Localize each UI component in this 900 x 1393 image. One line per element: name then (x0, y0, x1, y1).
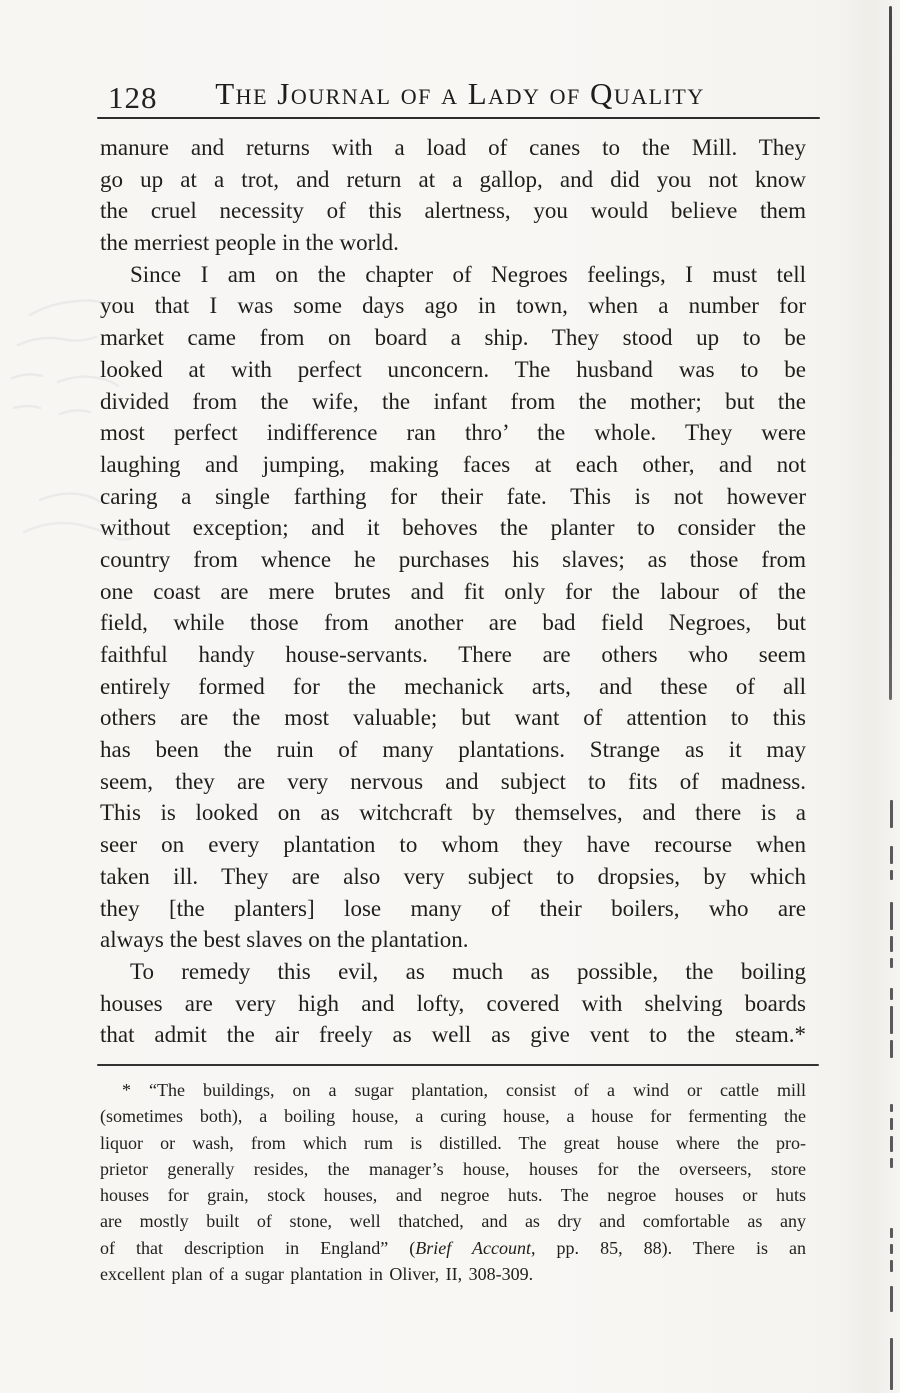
text-line: that admit the air freely as well as give vent to the steam.* (100, 1022, 806, 1048)
binding-edge-dash (890, 1158, 893, 1168)
footnote-text: of that description in England” ( (100, 1237, 416, 1258)
footnote-line (100, 1235, 806, 1261)
text-line: Since I am on the chapter of Negroes feelings, I must tell (130, 261, 806, 287)
binding-edge-dash (890, 1244, 893, 1254)
binding-edge-dash (890, 800, 893, 828)
text-line: laughing and jumping, making faces at each other, and not (100, 451, 806, 477)
text-line: they [the planters] lose many of their boilers, who are (100, 895, 806, 921)
binding-edge-dash (890, 902, 893, 930)
running-title: The Journal of a Lady of Quality (215, 76, 705, 111)
page-header (100, 76, 820, 116)
binding-edge-dash (890, 870, 893, 880)
footnote-citation-italic: Brief Account (415, 1237, 531, 1258)
binding-edge-line (889, 6, 892, 700)
text-line: one coast are mere brutes and fit only for the labour of the (100, 578, 806, 604)
text-line: without exception; and it behoves the planter to consider the (100, 515, 806, 541)
text-line: To remedy this evil, as much as possible, the boiling (130, 958, 806, 984)
footnote-rule (97, 1064, 819, 1066)
footnote-line: * “The buildings, on a sugar plantation, consist of a wind or cattle mill (122, 1080, 806, 1100)
text-line: This is looked on as witchcraft by themselves, and there is a (100, 800, 806, 826)
header-rule (97, 117, 820, 119)
text-line: country from whence he purchases his slaves; as those from (100, 546, 806, 572)
page-number: 128 (108, 80, 158, 115)
text-line: always the best slaves on the plantation. (100, 927, 469, 953)
text-line: divided from the wife, the infant from the mother; but the (100, 388, 806, 414)
footnote-line: prietor generally resides, the manager’s house, houses for the overseers, store (100, 1158, 806, 1179)
text-line: houses are very high and lofty, covered with shelving boards (100, 990, 806, 1016)
footnote-line: are mostly built of stone, well thatched, and as dry and comfortable as any (100, 1211, 806, 1232)
binding-edge-dash (890, 846, 893, 864)
text-line: manure and returns with a load of canes to the Mill. They (100, 135, 806, 160)
text-line: seem, they are very nervous and subject to fits of madness. (100, 768, 806, 794)
binding-edge-dash (890, 1260, 893, 1272)
text-line: most perfect indifference ran thro’ the whole. They were (100, 420, 806, 446)
text-line: field, while those from another are bad field Negroes, but (100, 610, 806, 636)
footnote-line: excellent plan of a sugar plantation in Oliver, II, 308-309. (100, 1264, 534, 1285)
text-line: entirely formed for the mechanick arts, and these of all (100, 673, 806, 699)
footnote-line: liquor or wash, from which rum is distilled. The great house where the pro- (100, 1132, 806, 1153)
binding-edge-dash (890, 1006, 893, 1034)
text-line: go up at a trot, and return at a gallop, and did you not know (100, 166, 806, 192)
binding-edge-dash (890, 1286, 893, 1312)
text-line: has been the ruin of many plantations. Strange as it may (100, 737, 806, 763)
text-line: the cruel necessity of this alertness, you would believe them (100, 198, 806, 224)
text-line: you that I was some days ago in town, when a number for (100, 293, 806, 319)
body-text (100, 132, 806, 1051)
text-line: caring a single farthing for their fate. This is not however (100, 483, 806, 509)
footnote-line: houses for grain, stock houses, and negroe huts. The negroe houses or huts (100, 1185, 806, 1206)
text-line: taken ill. They are also very subject to dropsies, by which (100, 863, 806, 889)
text-line: seer on every plantation to whom they have recourse when (100, 832, 806, 858)
binding-edge-dash (890, 1040, 893, 1058)
footnote (100, 1077, 806, 1287)
text-line: faithful handy house-servants. There are others who seem (100, 642, 806, 667)
binding-edge-dash (890, 1228, 893, 1238)
binding-edge-dash (890, 1136, 893, 1152)
text-line: looked at with perfect unconcern. The husband was to be (100, 356, 806, 382)
binding-edge-dash (890, 1104, 893, 1112)
binding-edge-dash (890, 1118, 893, 1130)
footnote-line: (sometimes both), a boiling house, a curing house, a house for fermenting the (100, 1106, 806, 1127)
text-line: others are the most valuable; but want of attention to this (100, 705, 806, 731)
footnote-text: , pp. 85, 88). There is an (530, 1237, 807, 1258)
text-line: market came from on board a ship. They stood up to be (100, 325, 806, 351)
binding-edge-dash (890, 1338, 893, 1390)
binding-edge-dash (890, 936, 893, 952)
binding-edge-dash (890, 958, 893, 968)
text-line: the merriest people in the world. (100, 230, 399, 256)
binding-edge-dash (890, 988, 893, 1000)
